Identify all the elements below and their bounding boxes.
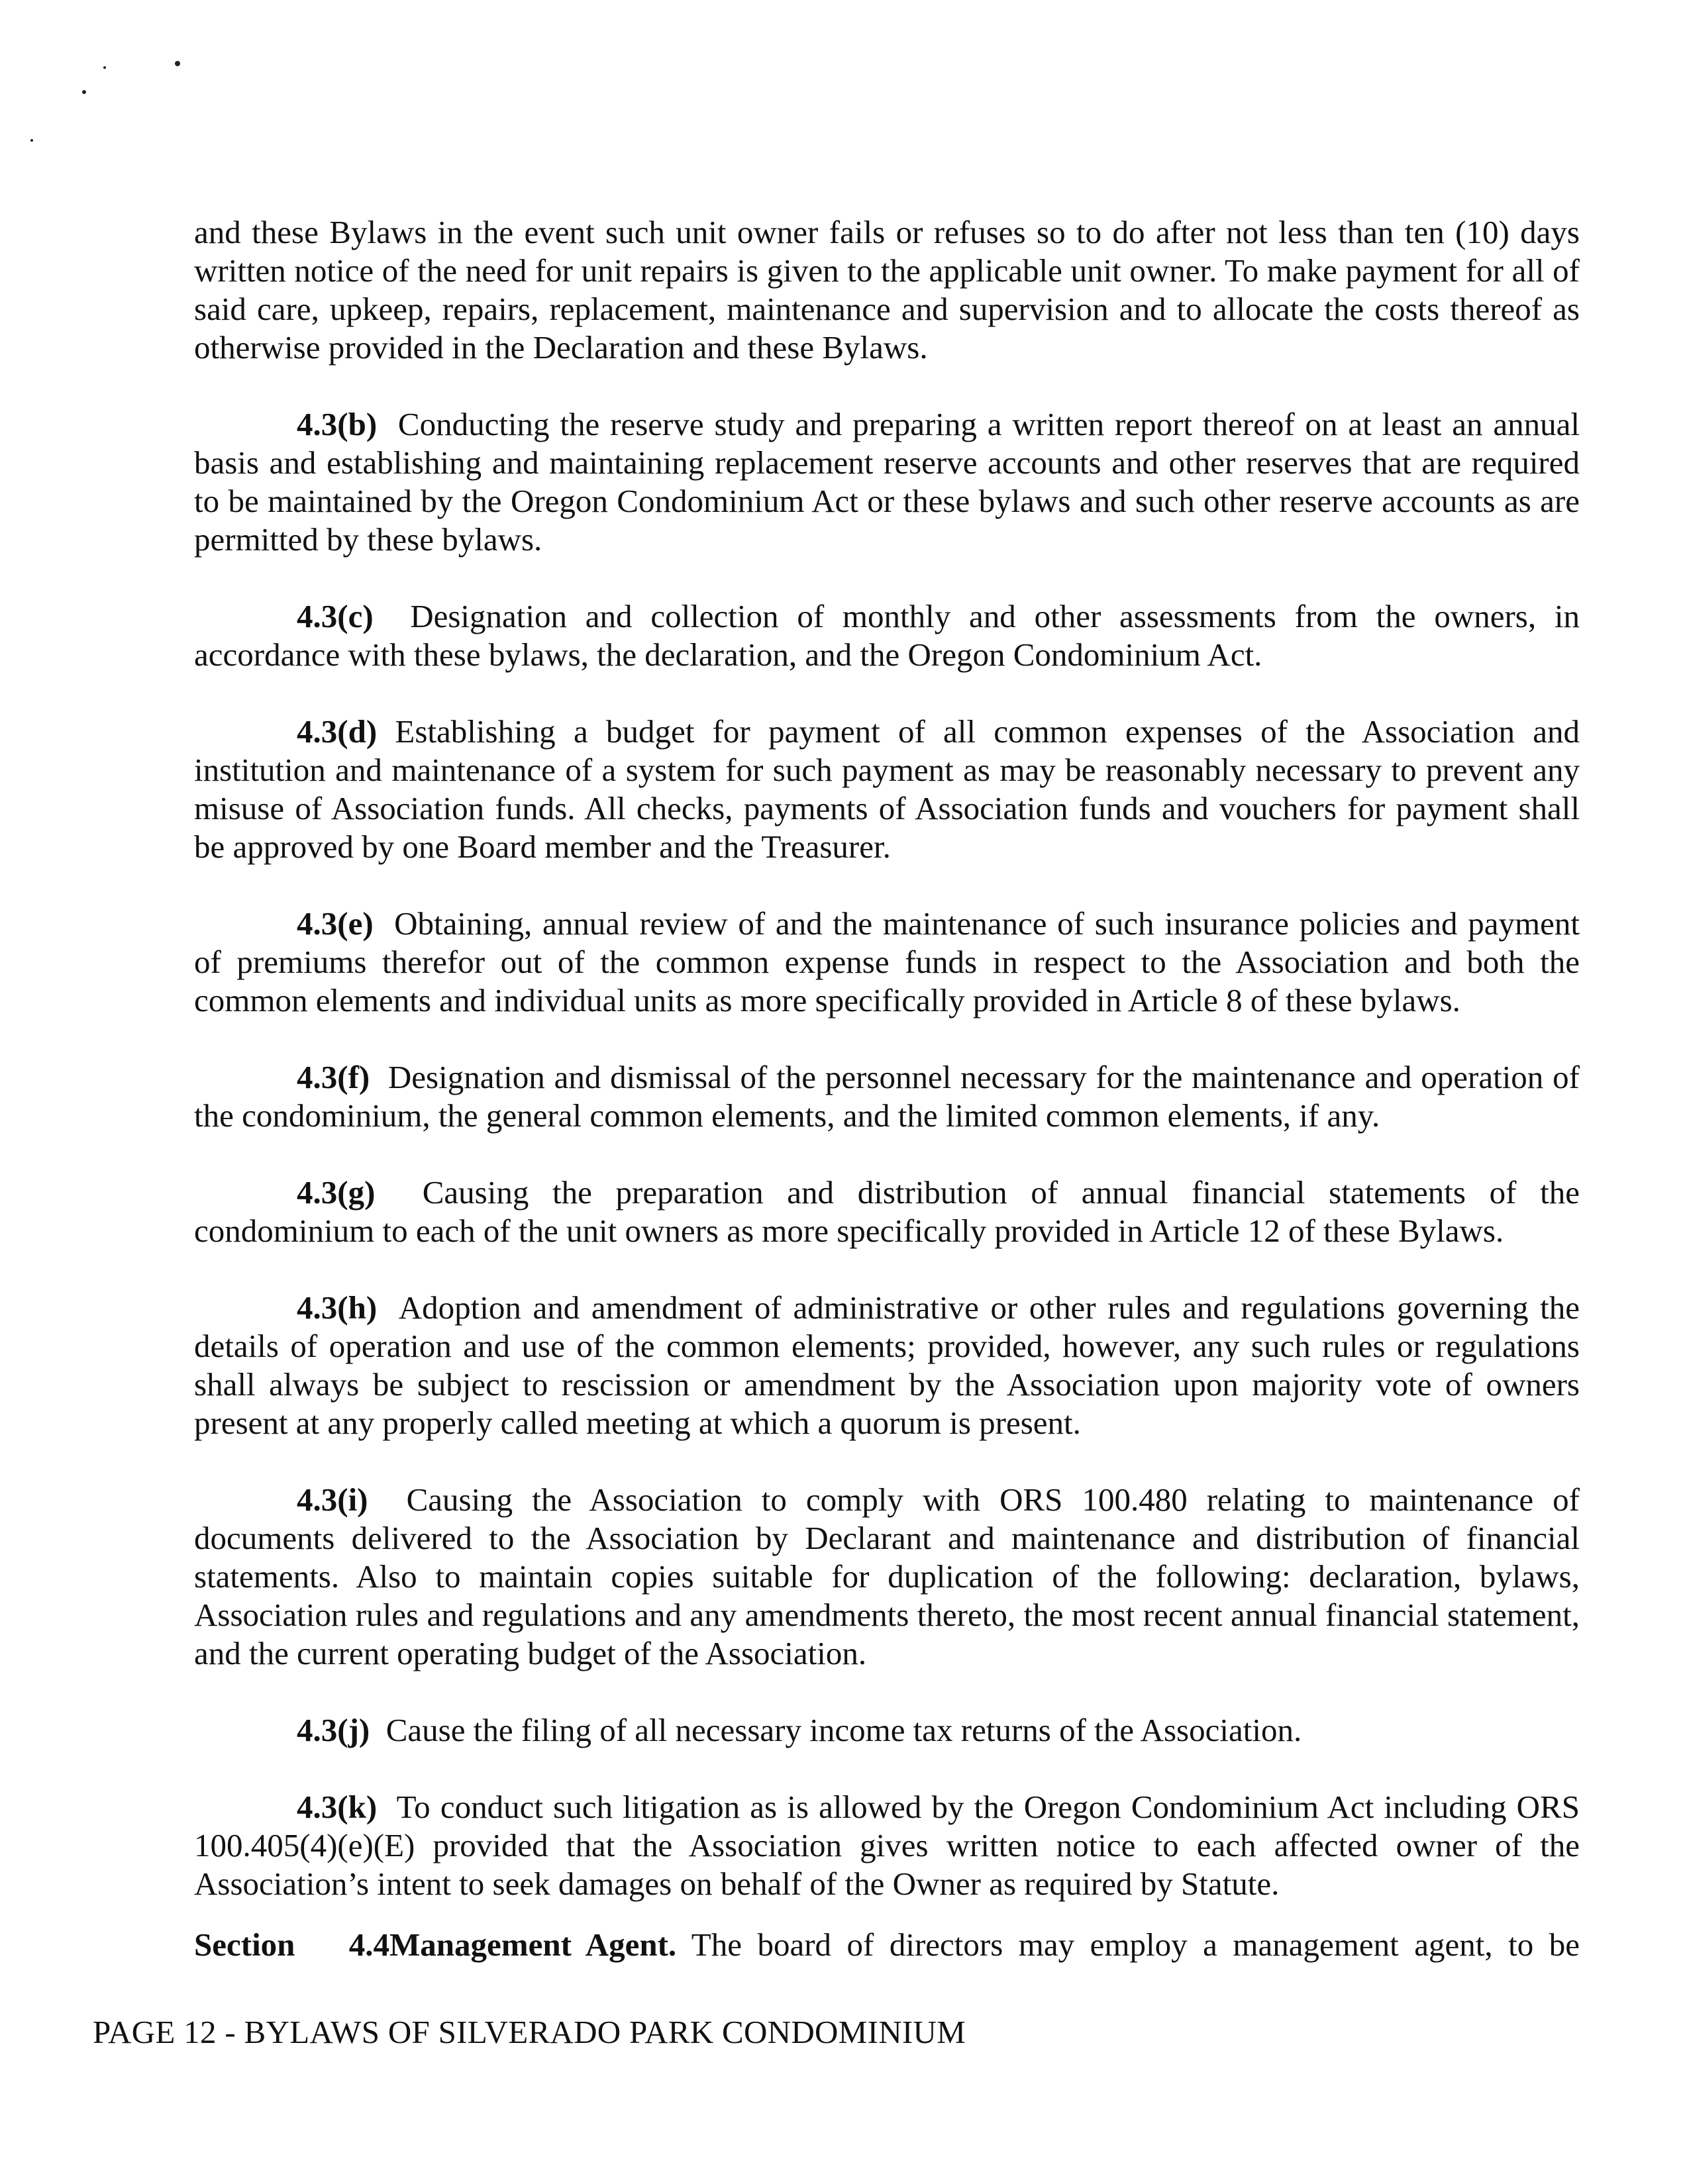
item-text: Designation and collection of monthly and other assessments from the owners, in accordance with these bylaws, the declaration, and the Oregon Condominium Act. [194, 598, 1580, 673]
item-4-3-g [194, 1173, 1580, 1250]
item-label: 4.3(c) [297, 598, 374, 634]
item-text: Conducting the reserve study and preparing a written report thereof on at least an annual basis and establishing and maintaining replacement reserve accounts and other reserves that are required to be maintained by the Oregon Condominium Act or these bylaws and such other reserve accounts as are permitted by these bylaws. [194, 406, 1580, 558]
item-text: Designation and dismissal of the personnel necessary for the maintenance and operation of the condominium, the general common elements, and the limited common elements, if any. [194, 1059, 1580, 1134]
item-label: 4.3(d) [297, 713, 378, 750]
item-text: Cause the filing of all necessary income tax returns of the Association. [385, 1712, 1302, 1748]
item-label: 4.3(h) [297, 1289, 378, 1326]
item-text: Establishing a budget for payment of all common expenses of the Association and institution and maintenance of a system for such payment as may be reasonably necessary to prevent any misuse of Association funds. All checks, payments of Association funds and vouchers for payment shall be approved by one Board member and the Treasurer. [194, 713, 1580, 865]
item-4-3-e [194, 905, 1580, 1020]
item-label: 4.3(e) [297, 905, 374, 942]
item-4-3-f [194, 1058, 1580, 1135]
document-body [194, 213, 1580, 1942]
item-text: Adoption and amendment of administrative or other rules and regulations governing the details of operation and use of the common elements; provided, however, any such rules or regulations shall always be subject to rescission or amendment by the Association upon majority vote of owners present at any properly called meeting at which a quorum is present. [194, 1289, 1580, 1441]
scan-speck [175, 61, 180, 66]
item-label: 4.3(g) [297, 1174, 376, 1211]
item-text: To conduct such litigation as is allowed by the Oregon Condominium Act including ORS 100.405(4)(e)(E) provided that the Association gives written notice to each affected owner of the Association’s intent to seek damages on behalf of the Owner as required by Statute. [194, 1789, 1580, 1902]
item-label: 4.3(f) [297, 1059, 370, 1095]
scan-speck [30, 139, 33, 142]
item-label: 4.3(k) [297, 1789, 378, 1825]
item-4-3-b [194, 405, 1580, 559]
item-4-3-d [194, 713, 1580, 866]
scan-speck [103, 66, 106, 69]
item-label: 4.3(b) [297, 406, 378, 442]
item-4-3-h [194, 1289, 1580, 1442]
section-4-4 [194, 1926, 1580, 1964]
page-footer: PAGE 12 - BYLAWS OF SILVERADO PARK CONDOMINIUM [93, 2014, 966, 2050]
item-4-3-c [194, 597, 1580, 674]
item-4-3-k [194, 1788, 1580, 1903]
section-text: The board of directors may employ a management agent, to be [691, 1926, 1580, 1963]
item-label: 4.3(i) [297, 1481, 368, 1518]
section-number: Section 4.4 [194, 1926, 389, 1963]
item-text: Causing the preparation and distribution of annual financial statements of the condominium to each of the unit owners as more specifically provided in Article 12 of these Bylaws. [194, 1174, 1580, 1249]
item-text: Causing the Association to comply with ORS 100.480 relating to maintenance of documents delivered to the Association by Declarant and maintenance and distribution of financial statements. Also to maintain copies suitable for duplication of the following: declaration, bylaws, Association rules and regulations and any amendments thereto, the most recent annual financial statement, and the current operating budget of the Association. [194, 1481, 1580, 1671]
intro-paragraph: and these Bylaws in the event such unit owner fails or refuses so to do after not less than ten (10) days written notice of the need for unit repairs is given to the applicable unit owner. To make payment for all of said care, upkeep, repairs, replacement, maintenance and supervision and to allocate the costs thereof as otherwise provided in the Declaration and these Bylaws. [194, 214, 1580, 366]
section-title: Management Agent. [389, 1926, 677, 1963]
item-label: 4.3(j) [297, 1712, 370, 1748]
item-4-3-i [194, 1481, 1580, 1673]
scan-speck [82, 90, 86, 94]
item-4-3-j [194, 1711, 1580, 1750]
item-text: Obtaining, annual review of and the maintenance of such insurance policies and payment of premiums therefor out of the common expense funds in respect to the Association and both the common elements and individual units as more specifically provided in Article 8 of these bylaws. [194, 905, 1580, 1018]
